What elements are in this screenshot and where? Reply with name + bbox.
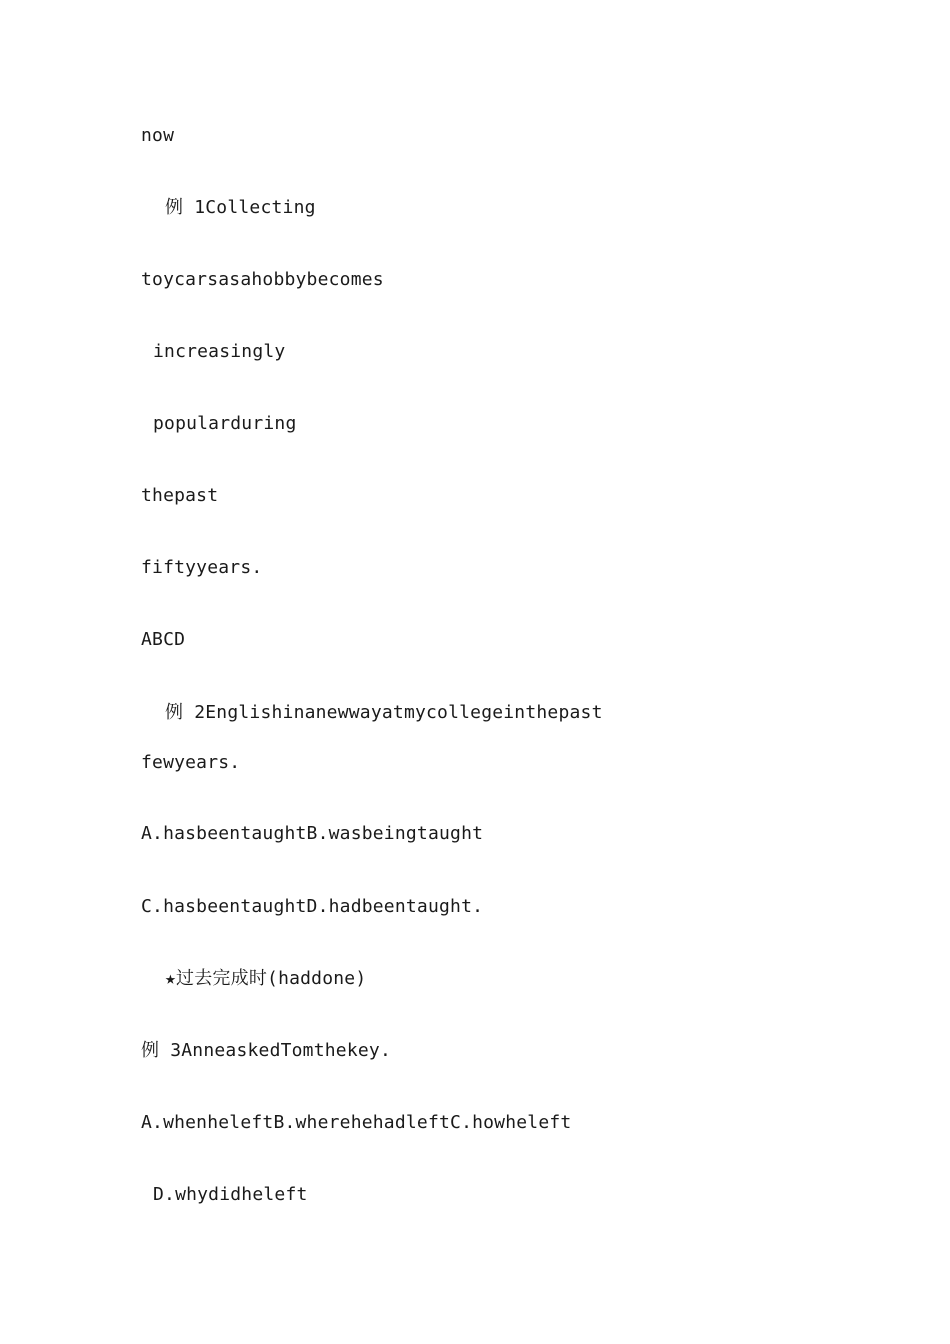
example-3-heading: 例 3AnneaskedTomthekey. bbox=[141, 1040, 391, 1061]
text-line: popularduring bbox=[153, 413, 297, 434]
text-line: thepast bbox=[141, 485, 219, 506]
text-line: now bbox=[141, 125, 175, 146]
example-1-heading: 例 1Collecting bbox=[165, 197, 316, 218]
answer-options: C.hasbeentaughtD.hadbeentaught. bbox=[141, 896, 484, 917]
text-line: fewyears. bbox=[141, 752, 241, 773]
example-2-heading: 例 2Englishinanewwayatmycollegeinthepast bbox=[165, 702, 603, 723]
answer-options: A.hasbeentaughtB.wasbeingtaught bbox=[141, 823, 484, 844]
section-heading: ★过去完成时(haddone) bbox=[165, 968, 367, 989]
text-line: fiftyyears. bbox=[141, 557, 263, 578]
answer-options-labels: ABCD bbox=[141, 629, 186, 650]
text-line: toycarsasahobbybecomes bbox=[141, 269, 384, 290]
answer-options: A.whenheleftB.wherehehadleftC.howheleft bbox=[141, 1112, 572, 1133]
text-line: increasingly bbox=[153, 341, 286, 362]
answer-options: D.whydidheleft bbox=[153, 1184, 308, 1205]
